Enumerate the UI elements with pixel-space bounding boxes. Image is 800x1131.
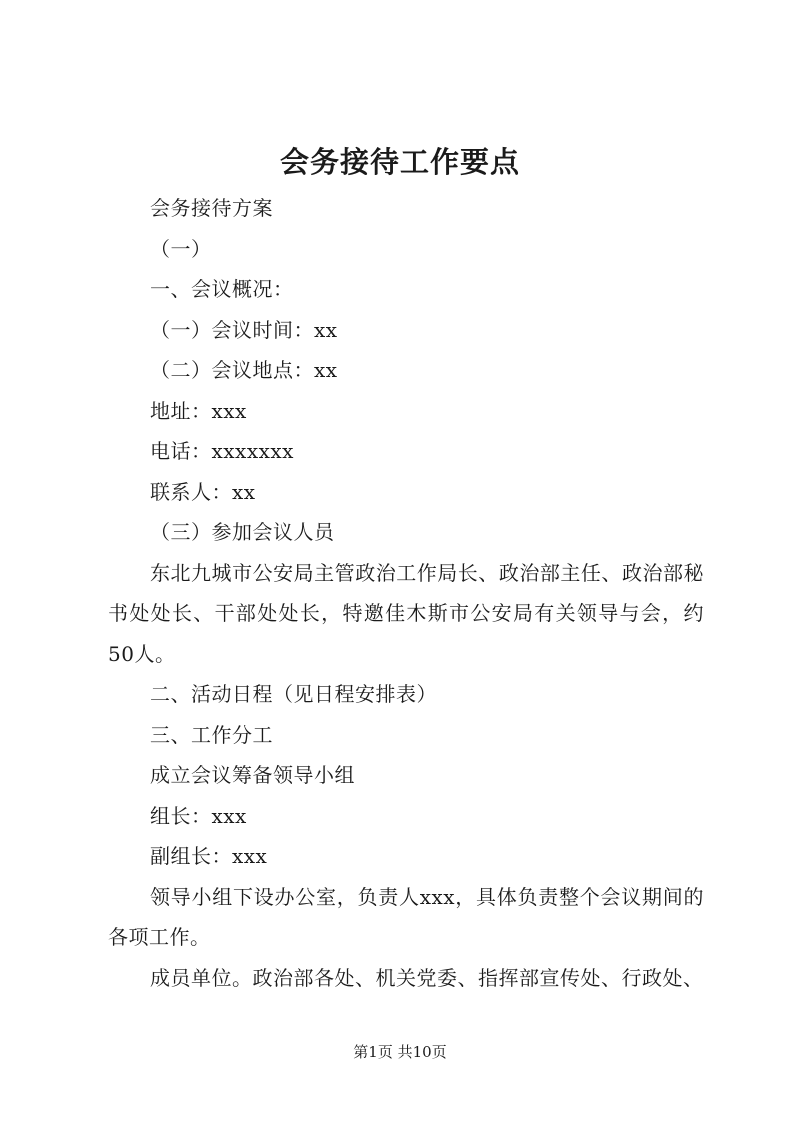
paragraph-member-units: 成员单位。政治部各处、机关党委、指挥部宣传处、行政处、 — [150, 965, 704, 990]
paragraph-work-division: 三、工作分工 — [150, 722, 273, 747]
paragraph-contact: 联系人：xx — [150, 479, 256, 504]
document-title: 会务接待工作要点 — [279, 145, 520, 179]
paragraph-meeting-overview: 一、会议概况： — [150, 277, 294, 301]
paragraph-deputy-leader: 副组长：xxx — [150, 844, 268, 868]
paragraph-plan-heading: 会务接待方案 — [150, 196, 273, 220]
paragraph-phone: 电话：xxxxxxx — [150, 439, 294, 463]
document-body — [108, 188, 704, 998]
paragraph-address: 地址：xxx — [150, 398, 247, 423]
paragraph-meeting-location: （二）会议地点：xx — [150, 358, 338, 382]
paragraph-attendees-heading: （三）参加会议人员 — [150, 520, 335, 544]
paragraph-schedule: 二、活动日程（见日程安排表） — [150, 682, 437, 706]
paragraph-attendees-detail: 东北九城市公安局主管政治工作局长、政治部主任、政治部秘书处处长、干部处处长，特邀佳木斯市公安局有关领导与会，约50人。 — [108, 560, 704, 666]
paragraph-meeting-time: （一）会议时间：xx — [150, 317, 338, 342]
paragraph-group-leader: 组长：xxx — [150, 803, 247, 828]
paragraph-leading-group: 成立会议筹备领导小组 — [150, 763, 355, 787]
paragraph-section-one-marker: （一） — [150, 236, 212, 261]
paragraph-office-duties: 领导小组下设办公室，负责人xxx，具体负责整个会议期间的各项工作。 — [108, 884, 704, 949]
page-footer: 第1页 共10页 — [353, 1043, 447, 1061]
